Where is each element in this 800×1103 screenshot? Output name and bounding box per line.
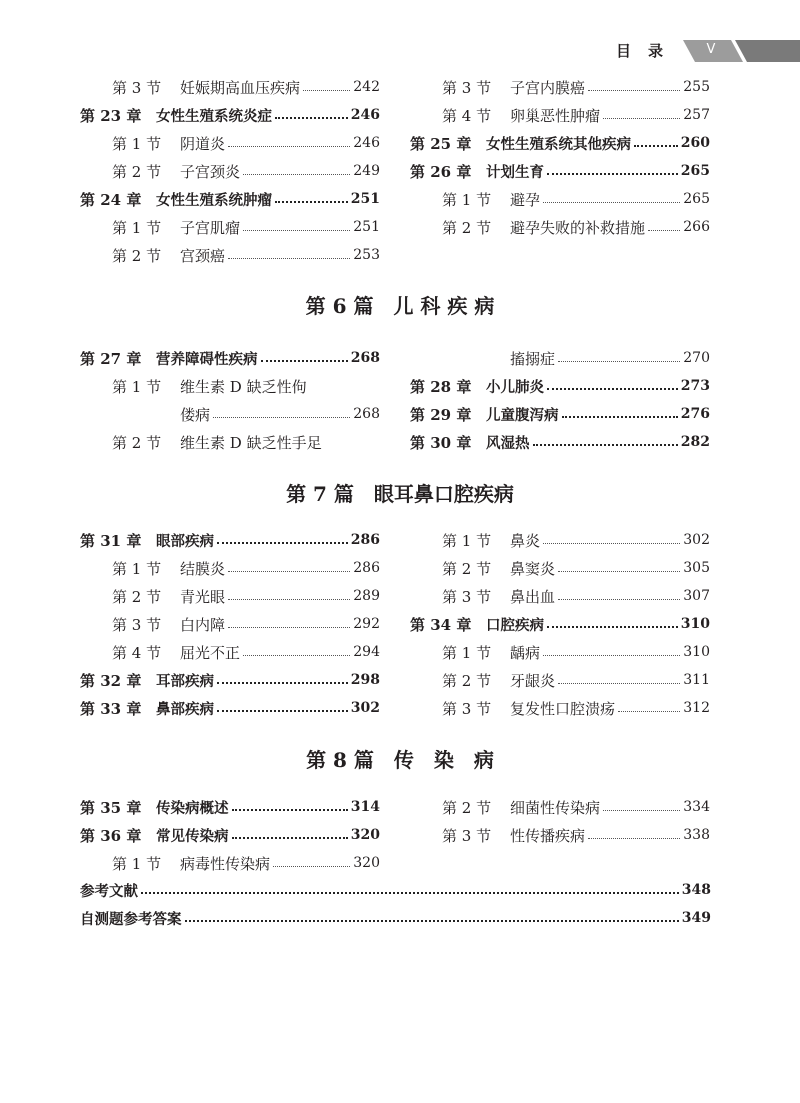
leader-dots — [228, 599, 350, 600]
leader-dots — [543, 202, 680, 203]
toc-entry-page: 251 — [350, 191, 380, 207]
toc-entry-label: 第 33 章 — [80, 699, 142, 718]
leader-dots — [562, 416, 678, 418]
toc-entry-title: 计划生育 — [486, 164, 544, 181]
toc-entry-page: 266 — [683, 219, 710, 235]
leader-dots — [141, 892, 679, 894]
toc-entry-label: 第 28 章 — [410, 377, 472, 396]
leader-dots — [217, 542, 348, 544]
leader-dots — [275, 201, 348, 203]
leader-dots — [185, 920, 679, 922]
toc-entry-title: 避孕 — [510, 190, 541, 209]
toc-entry-page: 302 — [683, 532, 710, 548]
toc-entry-label: 第 2 节 — [112, 587, 162, 606]
toc-entry-label: 第 1 节 — [112, 559, 162, 578]
leader-dots — [273, 866, 350, 867]
leader-dots — [228, 627, 350, 628]
toc-section-entry[interactable] — [80, 428, 380, 456]
leader-dots — [588, 90, 680, 91]
leader-dots — [228, 146, 350, 147]
toc-section-entry[interactable] — [80, 213, 380, 241]
toc-chapter-entry[interactable] — [410, 372, 710, 400]
toc-entry-page: 311 — [683, 672, 710, 688]
toc-entry-label: 第 4 节 — [442, 106, 492, 125]
toc-chapter-entry[interactable] — [410, 428, 710, 456]
toc-section-entry[interactable] — [80, 610, 380, 638]
part-7-heading: 第 7 篇 眼耳鼻口腔疾病 — [286, 482, 514, 506]
toc-entry-page: 310 — [683, 644, 710, 660]
toc-entry-label: 第 23 章 — [80, 106, 142, 125]
toc-entry-title: 女性生殖系统肿瘤 — [156, 192, 272, 209]
toc-entry-page: 273 — [680, 378, 710, 394]
leader-dots — [634, 145, 678, 147]
toc-chapter-entry[interactable] — [80, 666, 380, 694]
toc-entry-title: 鼻部疾病 — [156, 701, 214, 718]
toc-entry-title: 传染病概述 — [156, 800, 229, 817]
toc-entry-title: 自测题参考答案 — [80, 911, 182, 928]
toc-entry-label: 第 32 章 — [80, 671, 142, 690]
leader-dots — [603, 118, 680, 119]
toc-entry-page: 249 — [353, 163, 380, 179]
leader-dots — [228, 258, 350, 259]
toc-chapter-entry[interactable] — [410, 129, 710, 157]
toc-section-entry[interactable] — [410, 101, 710, 129]
leader-dots — [232, 809, 348, 811]
toc-entry-label: 第 1 节 — [442, 531, 492, 550]
toc-entry-page: 307 — [683, 588, 710, 604]
toc-part8-right-column — [410, 793, 710, 849]
toc-entry-label: 第 2 节 — [442, 798, 492, 817]
toc-entry-label: 第 2 节 — [442, 671, 492, 690]
toc-entry-page: 310 — [680, 616, 710, 632]
toc-entry-page: 286 — [353, 560, 380, 576]
toc-entry-title: 青光眼 — [180, 587, 226, 606]
toc-entry-label: 第 2 节 — [442, 559, 492, 578]
toc-entry-title: 细菌性传染病 — [510, 798, 601, 817]
leader-dots — [558, 683, 680, 684]
toc-section-entry[interactable] — [410, 694, 710, 722]
toc-entry-page: 286 — [350, 532, 380, 548]
leader-dots — [547, 173, 678, 175]
toc-entry-page: 265 — [683, 191, 710, 207]
leader-dots — [558, 571, 680, 572]
toc-entry-label: 第 2 节 — [112, 246, 162, 265]
toc-entry-page: 253 — [353, 247, 380, 263]
toc-entry-page: 251 — [353, 219, 380, 235]
page-number-roman: V — [706, 42, 716, 57]
toc-entry-title: 子宫颈炎 — [180, 162, 241, 181]
toc-entry-label: 第 29 章 — [410, 405, 472, 424]
toc-chapter-entry[interactable] — [80, 694, 380, 722]
leader-dots — [243, 230, 350, 231]
toc-section-entry[interactable] — [410, 793, 710, 821]
leader-dots — [228, 571, 350, 572]
toc-entry-title: 小儿肺炎 — [486, 379, 544, 396]
toc-entry-label: 第 27 章 — [80, 349, 142, 368]
toc-entry-references[interactable] — [80, 876, 711, 904]
toc-section-entry[interactable] — [80, 372, 380, 400]
toc-entry-title: 维生素 D 缺乏性佝 — [180, 377, 307, 396]
toc-entry-page: 320 — [350, 827, 380, 843]
toc-entry-page: 302 — [350, 700, 380, 716]
toc-chapter-entry[interactable] — [80, 821, 380, 849]
toc-top-left-column — [80, 73, 380, 269]
leader-dots — [543, 543, 680, 544]
toc-section-entry[interactable] — [410, 666, 710, 694]
toc-entry-label: 第 3 节 — [442, 699, 492, 718]
toc-entry-title: 鼻窦炎 — [510, 559, 556, 578]
toc-part8-left-column — [80, 793, 380, 877]
toc-entry-page: 255 — [683, 79, 710, 95]
toc-entry-label: 第 35 章 — [80, 798, 142, 817]
toc-entry-label: 第 31 章 — [80, 531, 142, 550]
toc-entry-page: 305 — [683, 560, 710, 576]
toc-part7-right-column — [410, 526, 710, 722]
toc-section-entry[interactable] — [80, 582, 380, 610]
toc-entry-title: 参考文献 — [80, 883, 138, 900]
toc-part7-left-column — [80, 526, 380, 722]
toc-entry-page: 292 — [353, 616, 380, 632]
toc-entry-title: 结膜炎 — [180, 559, 226, 578]
leader-dots — [547, 388, 678, 390]
toc-entry-answers[interactable] — [80, 904, 711, 932]
leader-dots — [232, 837, 348, 839]
toc-entry-page: 334 — [683, 799, 710, 815]
toc-entry-page: 276 — [680, 406, 710, 422]
toc-entry-title: 宫颈癌 — [180, 246, 226, 265]
toc-part6-right-column — [410, 344, 710, 456]
leader-dots — [618, 711, 680, 712]
leader-dots — [543, 655, 680, 656]
toc-section-entry[interactable] — [410, 213, 710, 241]
toc-section-entry[interactable] — [410, 821, 710, 849]
toc-entry-title: 复发性口腔溃疡 — [510, 699, 616, 718]
toc-chapter-entry[interactable] — [80, 185, 380, 213]
toc-entry-page: 312 — [683, 700, 710, 716]
toc-entry-title: 阴道炎 — [180, 134, 226, 153]
leader-dots — [213, 417, 350, 418]
toc-entry-title: 子宫肌瘤 — [180, 218, 241, 237]
toc-entry-page: 338 — [683, 827, 710, 843]
toc-entry-title: 牙龈炎 — [510, 671, 556, 690]
leader-dots — [533, 444, 678, 446]
toc-entry-label: 第 36 章 — [80, 826, 142, 845]
toc-entry-label: 第 1 节 — [442, 190, 492, 209]
toc-entry-title: 儿童腹泻病 — [486, 407, 559, 424]
toc-entry-label: 第 34 章 — [410, 615, 472, 634]
toc-entry-title: 避孕失败的补救措施 — [510, 218, 646, 237]
toc-entry-page: 257 — [683, 107, 710, 123]
toc-section-entry[interactable] — [410, 638, 710, 666]
toc-entry-label: 第 1 节 — [112, 134, 162, 153]
toc-entry-label: 第 24 章 — [80, 190, 142, 209]
leader-dots — [558, 599, 680, 600]
toc-entry-label: 第 1 节 — [112, 854, 162, 873]
toc-entry-label: 第 3 节 — [442, 587, 492, 606]
toc-entry-page: 294 — [353, 644, 380, 660]
part-8-heading: 第 8 篇 传 染 病 — [306, 748, 494, 772]
toc-entry-label: 第 1 节 — [442, 643, 492, 662]
toc-section-entry[interactable] — [80, 638, 380, 666]
toc-entry-label: 第 4 节 — [112, 643, 162, 662]
leader-dots — [603, 810, 680, 811]
toc-entry-page: 270 — [683, 350, 710, 366]
toc-entry-title: 性传播疾病 — [510, 826, 586, 845]
toc-section-entry[interactable] — [80, 849, 380, 877]
toc-chapter-entry[interactable] — [410, 400, 710, 428]
toc-entry-continuation[interactable] — [410, 344, 710, 372]
toc-entry-label: 第 1 节 — [112, 377, 162, 396]
toc-entry-page: 282 — [680, 434, 710, 450]
part-6-heading: 第 6 篇 儿 科 疾 病 — [305, 294, 495, 318]
leader-dots — [243, 174, 350, 175]
toc-chapter-entry[interactable] — [410, 610, 710, 638]
leader-dots — [275, 117, 348, 119]
toc-section-entry[interactable] — [410, 526, 710, 554]
toc-appendix — [80, 876, 711, 932]
toc-part6-left-column — [80, 344, 380, 456]
toc-entry-continuation[interactable] — [80, 400, 380, 428]
running-header-title: 目 录 — [616, 42, 665, 60]
toc-entry-label: 第 2 节 — [442, 218, 492, 237]
toc-entry-label: 第 3 节 — [442, 826, 492, 845]
toc-entry-title: 卵巢恶性肿瘤 — [510, 106, 601, 125]
toc-entry-title: 维生素 D 缺乏性手足 — [180, 433, 322, 452]
toc-entry-title: 偻病 — [180, 405, 211, 424]
toc-entry-title: 龋病 — [510, 643, 541, 662]
toc-entry-page: 289 — [353, 588, 380, 604]
toc-entry-page: 348 — [681, 882, 711, 898]
toc-entry-title: 眼部疾病 — [156, 533, 214, 550]
toc-entry-title: 口腔疾病 — [486, 617, 544, 634]
toc-entry-page: 349 — [681, 910, 711, 926]
leader-dots — [558, 361, 680, 362]
toc-entry-page: 298 — [350, 672, 380, 688]
toc-entry-label: 第 3 节 — [112, 615, 162, 634]
toc-entry-page: 260 — [680, 135, 710, 151]
toc-entry-title: 女性生殖系统炎症 — [156, 108, 272, 125]
toc-entry-title: 搐搦症 — [510, 349, 556, 368]
leader-dots — [243, 655, 350, 656]
toc-section-entry[interactable] — [80, 554, 380, 582]
toc-entry-title: 鼻炎 — [510, 531, 541, 550]
toc-entry-page: 268 — [353, 406, 380, 422]
toc-entry-title: 女性生殖系统其他疾病 — [486, 136, 631, 153]
toc-entry-page: 314 — [350, 799, 380, 815]
toc-entry-title: 常见传染病 — [156, 828, 229, 845]
toc-section-entry[interactable] — [410, 73, 710, 101]
toc-section-entry[interactable] — [80, 157, 380, 185]
toc-chapter-entry[interactable] — [80, 101, 380, 129]
toc-entry-title: 屈光不正 — [180, 643, 241, 662]
toc-section-entry[interactable] — [80, 129, 380, 157]
toc-chapter-entry[interactable] — [80, 344, 380, 372]
toc-entry-label: 第 2 节 — [112, 162, 162, 181]
leader-dots — [217, 682, 348, 684]
toc-entry-page: 246 — [353, 135, 380, 151]
leader-dots — [303, 90, 350, 91]
toc-section-entry[interactable] — [410, 554, 710, 582]
toc-entry-label: 第 25 章 — [410, 134, 472, 153]
toc-entry-title: 风湿热 — [486, 435, 530, 452]
toc-section-entry[interactable] — [80, 241, 380, 269]
toc-chapter-entry[interactable] — [80, 526, 380, 554]
toc-entry-label: 第 3 节 — [442, 78, 492, 97]
toc-entry-page: 246 — [350, 107, 380, 123]
toc-entry-title: 妊娠期高血压疾病 — [180, 78, 301, 97]
leader-dots — [648, 230, 680, 231]
toc-entry-label: 第 2 节 — [112, 433, 162, 452]
toc-entry-page: 268 — [350, 350, 380, 366]
toc-entry-title: 病毒性传染病 — [180, 854, 271, 873]
toc-section-entry[interactable] — [410, 185, 710, 213]
toc-entry-label: 第 1 节 — [112, 218, 162, 237]
toc-entry-title: 白内障 — [180, 615, 226, 634]
toc-entry-page: 320 — [353, 855, 380, 871]
toc-entry-label: 第 30 章 — [410, 433, 472, 452]
leader-dots — [588, 838, 680, 839]
page-number-tab — [683, 40, 800, 62]
toc-top-right-column — [410, 73, 710, 241]
leader-dots — [547, 626, 678, 628]
toc-chapter-entry[interactable] — [80, 793, 380, 821]
toc-entry-label: 第 26 章 — [410, 162, 472, 181]
toc-entry-page: 242 — [353, 79, 380, 95]
toc-entry-page: 265 — [680, 163, 710, 179]
toc-entry-label: 第 3 节 — [112, 78, 162, 97]
toc-section-entry[interactable] — [410, 582, 710, 610]
toc-chapter-entry[interactable] — [410, 157, 710, 185]
toc-section-entry[interactable] — [80, 73, 380, 101]
leader-dots — [217, 710, 348, 712]
toc-entry-title: 营养障碍性疾病 — [156, 351, 258, 368]
toc-entry-title: 子宫内膜癌 — [510, 78, 586, 97]
toc-entry-title: 鼻出血 — [510, 587, 556, 606]
leader-dots — [261, 360, 348, 362]
toc-entry-title: 耳部疾病 — [156, 673, 214, 690]
